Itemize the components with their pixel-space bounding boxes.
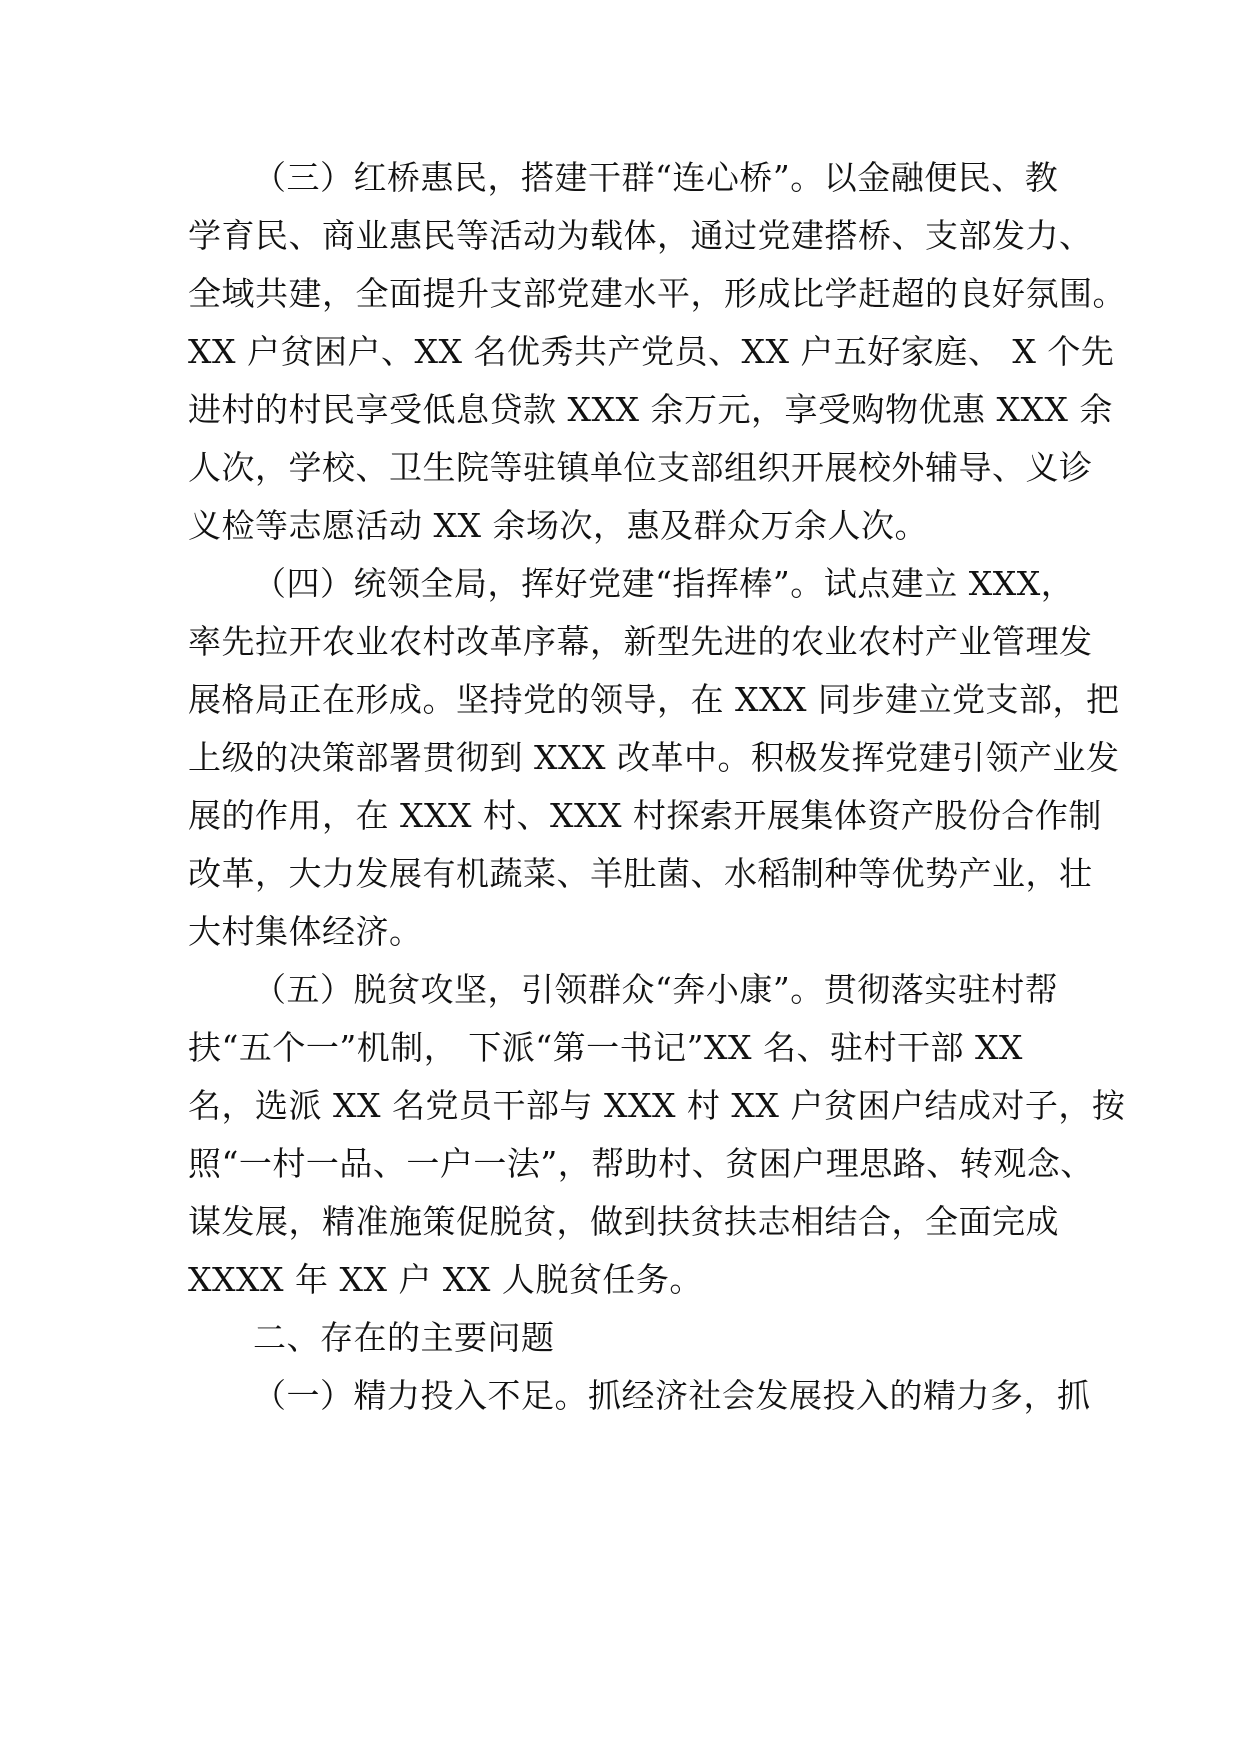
paragraph-4-line-5: 展的作用，在 XXX 村、XXX 村探索开展集体资产股份合作制 [188,796,1102,835]
paragraph-4-line-7: 大村集体经济。 [188,912,423,951]
paragraph-4-line-6: 改革，大力发展有机蔬菜、羊肚菌、水稻制种等优势产业，壮 [188,854,1093,893]
paragraph-4-line-2: 率先拉开农业农村改革序幕，新型先进的农业农村产业管理发 [188,622,1093,661]
paragraph-3-line-7: 义检等志愿活动 XX 余场次，惠及群众万余人次。 [188,506,928,545]
paragraph-5-line-1: （五）脱贫攻坚，引领群众“奔小康”。贯彻落实驻村帮 [253,970,1059,1009]
paragraph-3-line-4: XX 户贫困户、XX 名优秀共产党员、XX 户五好家庭、 X 个先 [188,332,1115,371]
paragraph-3-line-5: 进村的村民享受低息贷款 XXX 余万元，享受购物优惠 XXX 余 [188,390,1113,429]
section-heading-main-problems: 二、存在的主要问题 [253,1318,555,1357]
paragraph-3-line-3: 全域共建，全面提升支部党建水平，形成比学赶超的良好氛围。 [188,274,1126,313]
paragraph-4-line-4: 上级的决策部署贯彻到 XXX 改革中。积极发挥党建引领产业发 [188,738,1120,777]
paragraph-3-line-1: （三）红桥惠民，搭建干群“连心桥”。以金融便民、教 [253,158,1059,197]
paragraph-5-line-3: 名，选派 XX 名党员干部与 XXX 村 XX 户贫困户结成对子，按 [188,1086,1126,1125]
paragraph-5-line-5: 谋发展，精准施策促脱贫，做到扶贫扶志相结合，全面完成 [188,1202,1059,1241]
paragraph-4-line-1: （四）统领全局，挥好党建“指挥棒”。试点建立 XXX， [253,564,1075,603]
problem-1-line-1: （一）精力投入不足。抓经济社会发展投入的精力多，抓 [253,1376,1091,1415]
paragraph-5-line-2: 扶“五个一”机制， 下派“第一书记”XX 名、驻村干部 XX [188,1028,1023,1067]
paragraph-3-line-2: 学育民、商业惠民等活动为载体，通过党建搭桥、支部发力、 [188,216,1093,255]
paragraph-3-line-6: 人次，学校、卫生院等驻镇单位支部组织开展校外辅导、义诊 [188,448,1093,487]
paragraph-4-line-3: 展格局正在形成。坚持党的领导，在 XXX 同步建立党支部，把 [188,680,1120,719]
paragraph-5-line-6: XXXX 年 XX 户 XX 人脱贫任务。 [188,1260,703,1299]
paragraph-5-line-4: 照“一村一品、一户一法”，帮助村、贫困户理思路、转观念、 [188,1144,1094,1183]
